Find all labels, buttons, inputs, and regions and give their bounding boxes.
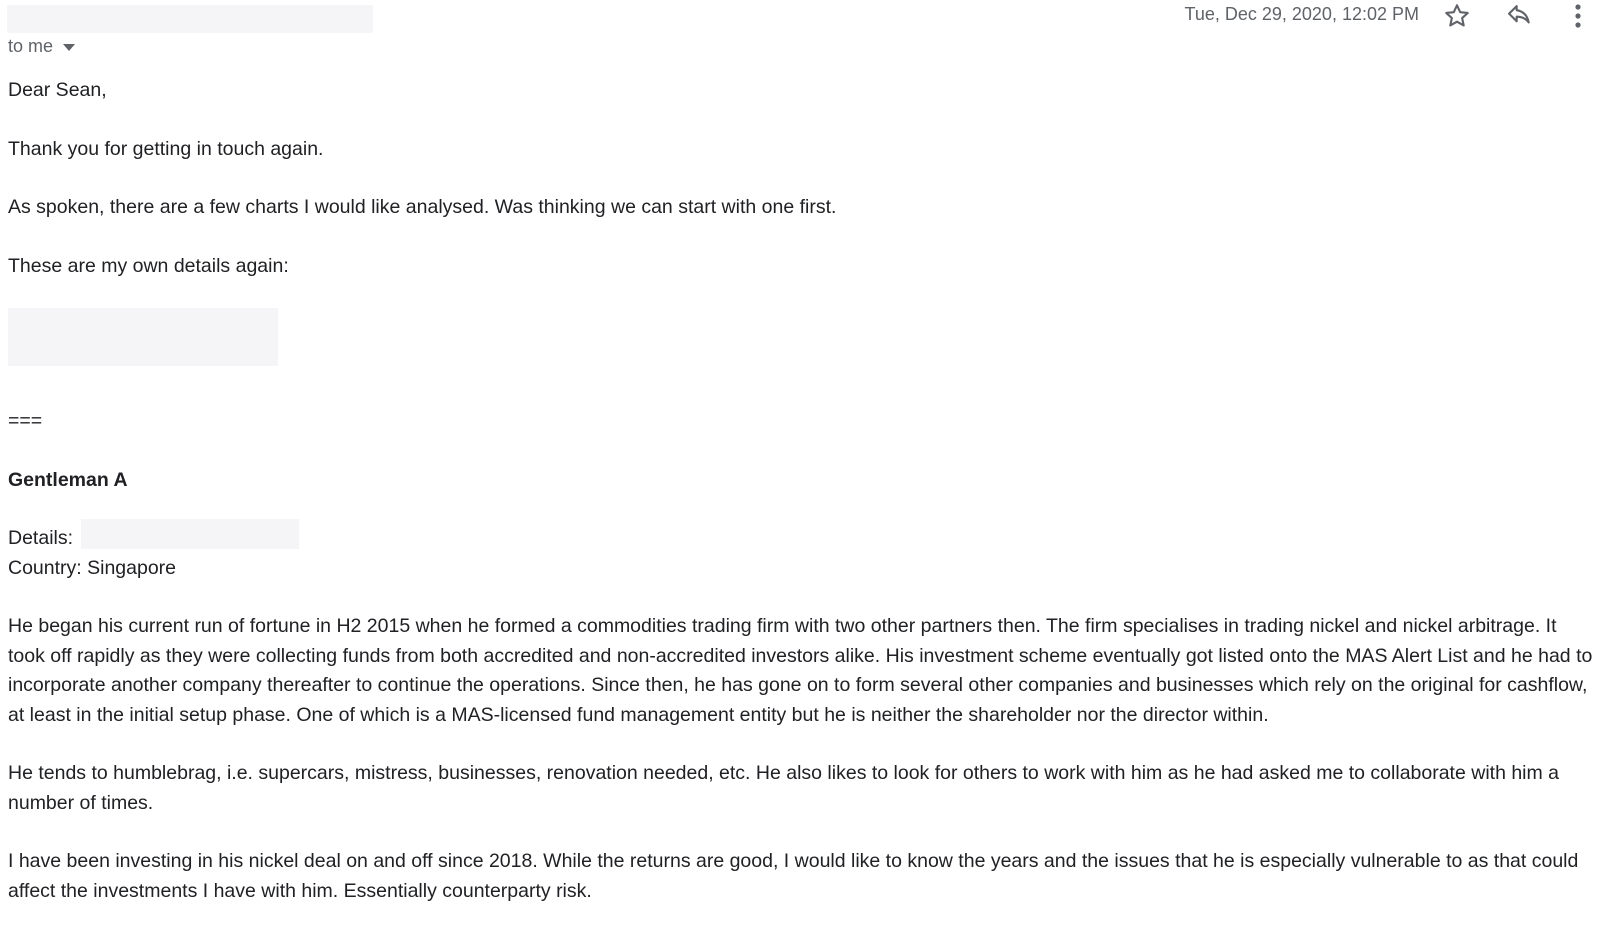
recipient-details-toggle[interactable] <box>8 36 75 57</box>
paragraph-charts: As spoken, there are a few charts I would like analysed. Was thinking we can start with one first. <box>8 196 837 218</box>
paragraph-behaviour: He tends to humblebrag, i.e. supercars, mistress, businesses, renovation needed, etc. He also likes to look for others to work with him as he had asked me to collaborate with him a number of times. <box>8 762 1560 814</box>
separator-text: === <box>8 410 43 432</box>
more-options-button[interactable] <box>1563 0 1593 32</box>
star-icon <box>1443 2 1471 30</box>
star-button[interactable] <box>1440 0 1474 32</box>
reply-icon <box>1504 2 1534 30</box>
chevron-down-icon <box>63 44 75 51</box>
paragraph-request: I have been investing in his nickel deal on and off since 2018. While the returns are good, I would like to know the years and the issues that he is especially vulnerable to as that could affect the investments I have with him. Essentially counterparty risk. <box>8 850 1579 902</box>
country-line: Country: Singapore <box>8 556 177 579</box>
email-body <box>8 76 1598 935</box>
paragraph-background: He began his current run of fortune in H2 2015 when he formed a commodities trading firm with two other partners then. The firm specialises in trading nickel and nickel arbitrage. It took off rapidly as they were collecting funds from both accredited and non-accredited investors alike. His investment scheme eventually got listed onto the MAS Alert List and he had to incorporate another company thereafter to continue the operations. Since then, he has gone on to form several other companies and businesses which rely on the original for cashflow, at least in the initial setup phase. One of which is a MAS-licensed fund management entity but he is neither the shareholder nor the director within. <box>8 615 1593 726</box>
sender-redacted-block <box>7 5 373 33</box>
reply-button[interactable] <box>1502 0 1536 32</box>
email-timestamp: Tue, Dec 29, 2020, 12:02 PM <box>1184 4 1419 24</box>
person-name-heading: Gentleman A <box>8 468 128 491</box>
greeting-text: Dear Sean, <box>8 79 107 101</box>
paragraph-thanks: Thank you for getting in touch again. <box>8 137 324 160</box>
redacted-details-block <box>8 308 278 366</box>
details-redacted-block <box>81 519 299 549</box>
details-line <box>8 524 1598 554</box>
more-vert-icon <box>1573 3 1583 29</box>
email-header <box>0 0 1600 60</box>
paragraph-details-intro: These are my own details again: <box>8 254 289 277</box>
recipient-label: to me <box>8 36 54 56</box>
details-label: Details: <box>8 527 74 549</box>
